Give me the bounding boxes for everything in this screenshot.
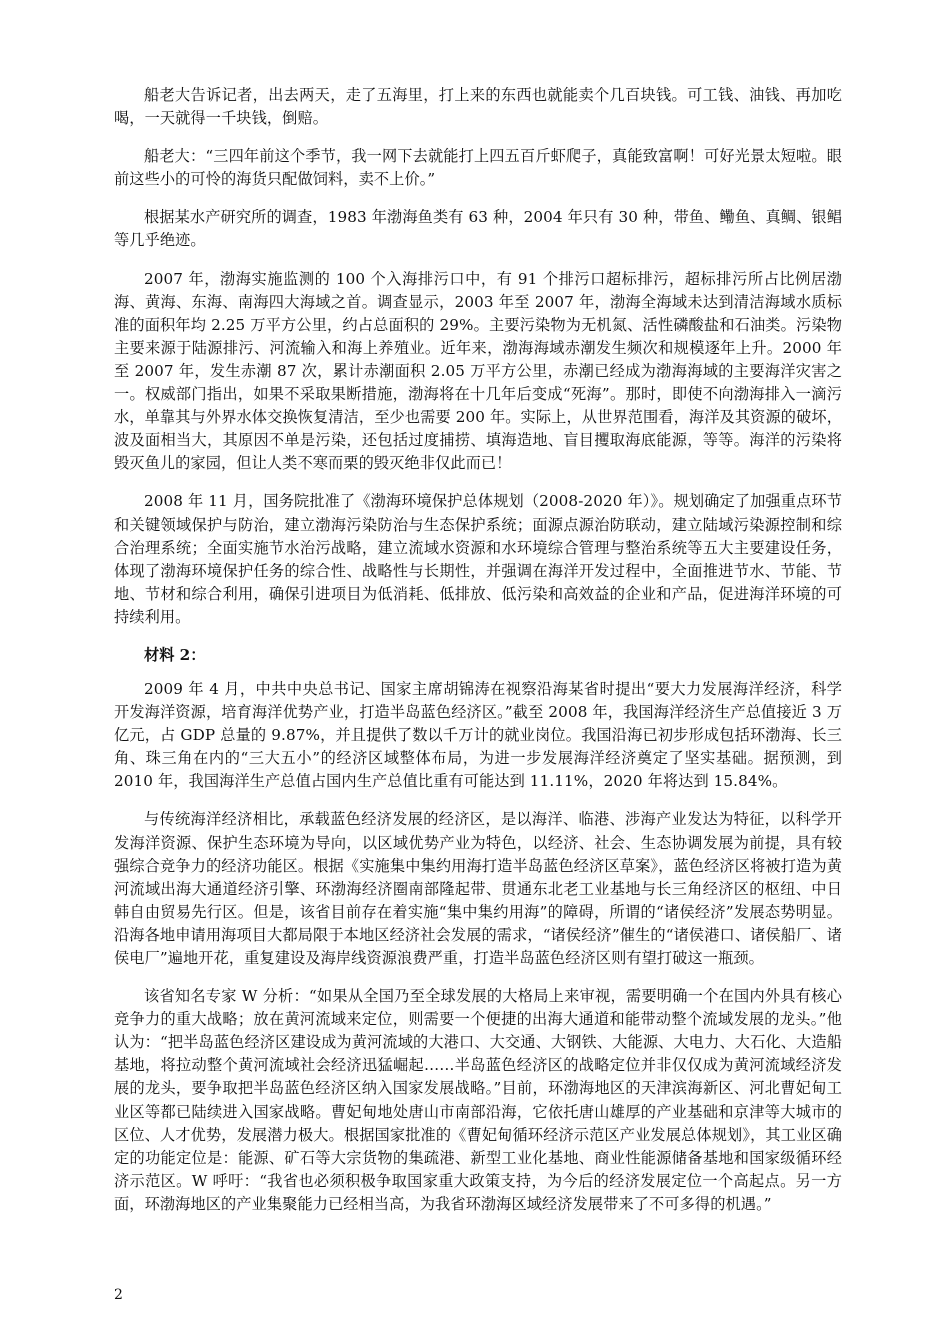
- paragraph-expert-analysis: 该省知名专家 W 分析：“如果从全国乃至全球发展的大格局上来审视，需要明确一个在国内外具有核心竞争力的重大战略；放在黄河流域来定位，则需要一个便捷的出海大通道和能带动整个流域发展的龙头。”他认为：“把半岛蓝色经济区建设成为黄河流域的大港口、大交通、大钢铁、大能源、大电力、大石化、大造船基地，将拉动整个黄河流域社会经济迅猛崛起……半岛蓝色经济区的战略定位并非仅仅成为黄河流域经济发展的龙头，要争取把半岛蓝色经济区纳入国家发展战略。”目前，环渤海地区的天津滨海新区、河北曹妃甸工业区等都已陆续进入国家战略。曹妃甸地处唐山市南部沿海，它依托唐山雄厚的产业基础和京津等大城市的区位、人才优势，发展潜力极大。根据国家批准的《曹妃甸循环经济示范区产业发展总体规划》，其工业区确定的功能定位是：能源、矿石等大宗货物的集疏港、新型工业化基地、商业性能源储备基地和国家级循环经济示范区。W 呼吁：“我省也必须积极争取国家重大政策支持，为今后的经济发展定位一个高起点。另一方面，环渤海地区的产业集聚能力已经相当高，为我省环渤海区域经济发展带来了不可多得的机遇。”: [114, 987, 842, 1213]
- paragraph-bohai-plan: 2008 年 11 月，国务院批准了《渤海环境保护总体规划（2008-2020 年）》。规划确定了加强重点环节和关键领域保护与防治，建立渤海污染防治与生态保护系统；面源点源治防联动，建立陆域污染源控制和综合治理系统；全面实施节水治污战略，建立流域水资源和水环境综合管理与整治系统等五大主要建设任务，体现了渤海环境保护任务的综合性、战略性与长期性，并强调在海洋开发过程中，全面推进节水、节能、节地、节材和综合利用，确保引进项目为低消耗、低排放、低污染和高效益的企业和产品，促进海洋环境的可持续利用。: [114, 492, 842, 626]
- document-page: [114, 84, 842, 1231]
- paragraph-pollution-monitoring: 2007 年，渤海实施监测的 100 个入海排污口中，有 91 个排污口超标排污，超标排污所占比例居渤海、黄海、东海、南海四大海域之首。调查显示，2003 年至 2007 年，渤海全海域未达到清洁海域水质标准的面积年均 2.25 万平方公里，约占总面积的 29%。主要污染物为无机氮、活性磷酸盐和石油类。污染物主要来源于陆源排污、河流输入和海上养殖业。近年来，渤海海域赤潮发生频次和规模逐年上升。2000 年至 2007 年，发生赤潮 87 次，累计赤潮面积 2.05 万平方公里，赤潮已经成为渤海海域的主要海洋灾害之一。权威部门指出，如果不采取果断措施，渤海将在十几年后变成“死海”。那时，即使不向渤海排入一滴污水，单靠其与外界水体交换恢复清洁，至少也需要 200 年。实际上，从世界范围看，海洋及其资源的破坏，波及面相当大，其原因不单是污染，还包括过度捕捞、填海造地、盲目攫取海底能源，等等。海洋的污染将毁灭鱼儿的家园，但让人类不寒而栗的毁灭绝非仅此而已！: [114, 269, 842, 473]
- paragraph-captain-quote: 船老大：“三四年前这个季节，我一网下去就能打上四五百斤虾爬子，真能致富啊！可好光景太短啦。眼前这些小的可怜的海货只配做饲料，卖不上价。”: [114, 147, 842, 189]
- paragraph-economic-zone: 与传统海洋经济相比，承载蓝色经济发展的经济区，是以海洋、临港、涉海产业发达为特征，以科学开发海洋资源、保护生态环境为导向，以区域优势产业为特色，以经济、社会、生态协调发展为前提，具有较强综合竞争力的经济功能区。根据《实施集中集约用海打造半岛蓝色经济区草案》，蓝色经济区将被打造为黄河流域出海大通道经济引擎、环渤海经济圈南部隆起带、贯通东北老工业基地与长三角经济区的枢纽、中日韩自由贸易先行区。但是，该省目前存在着实施“集中集约用海”的障碍，所谓的“诸侯经济”发展态势明显。沿海各地申请用海项目大都局限于本地区经济社会发展的需求，“诸侯经济”催生的“诸侯港口、诸侯船厂、诸侯电厂”遍地开花，重复建设及海岸线资源浪费严重，打造半岛蓝色经济区则有望打破这一瓶颈。: [114, 810, 842, 967]
- page-number: 2: [114, 1287, 123, 1303]
- material-2-heading: 材料 2：: [144, 645, 206, 664]
- paragraph-fish-survey: 根据某水产研究所的调查，1983 年渤海鱼类有 63 种，2004 年只有 30 种，带鱼、鳓鱼、真鲷、银鲳等几乎绝迹。: [114, 208, 842, 250]
- paragraph-blue-economy-intro: 2009 年 4 月，中共中央总书记、国家主席胡锦涛在视察沿海某省时提出“要大力发展海洋经济，科学开发海洋资源，培育海洋优势产业，打造半岛蓝色经济区。”截至 2008 年，我国海洋经济生产总值接近 3 万亿元，占 GDP 总量的 9.87%，并且提供了数以千万计的就业岗位。我国沿海已初步形成包括环渤海、长三角、珠三角在内的“三大五小”的经济区域整体布局，为进一步发展海洋经济奠定了坚实基础。据预测，到 2010 年，我国海洋生产总值占国内生产总值比重有可能达到 11.11%，2020 年将达到 15.84%。: [114, 679, 842, 791]
- paragraph-captain-report: 船老大告诉记者，出去两天，走了五海里，打上来的东西也就能卖个几百块钱。可工钱、油钱、再加吃喝，一天就得一千块钱，倒赔。: [114, 86, 842, 128]
